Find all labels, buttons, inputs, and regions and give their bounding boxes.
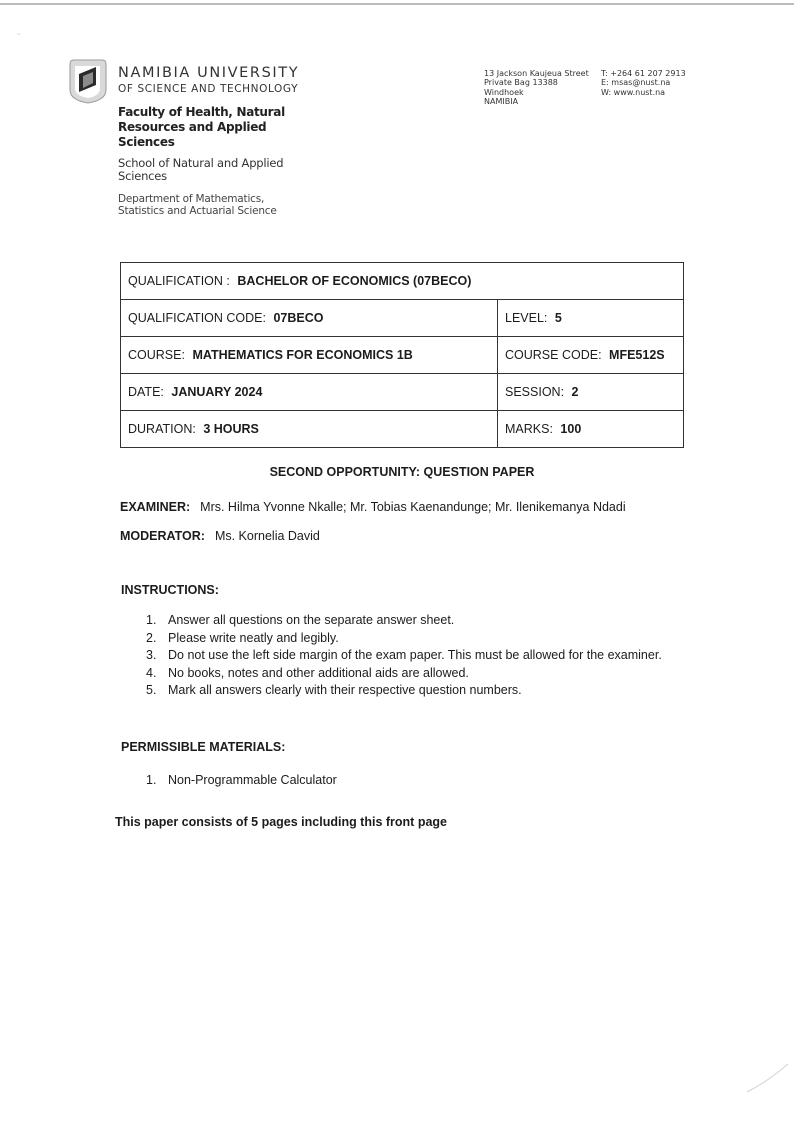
list-number: 5. — [146, 683, 157, 698]
session-value: 2 — [571, 385, 579, 399]
materials-heading: PERMISSIBLE MATERIALS: — [121, 740, 286, 754]
date-label: DATE: — [128, 385, 164, 399]
contact-phone: T: +264 61 207 2913 — [601, 69, 686, 78]
list-text: Do not use the left side margin of the exam paper. This must be allowed for the examiner. — [168, 648, 662, 663]
duration-value: 3 HOURS — [203, 422, 259, 436]
moderator-label: MODERATOR: — [120, 529, 205, 543]
qualification-code-value: 07BECO — [273, 311, 324, 325]
session-cell — [498, 374, 684, 411]
moderator-line — [120, 529, 320, 543]
materials-list — [146, 772, 546, 790]
qualification-code-cell — [121, 300, 498, 337]
paper-title: SECOND OPPORTUNITY: QUESTION PAPER — [269, 465, 535, 479]
date-cell — [121, 374, 498, 411]
department-name: Department of Mathematics, Statistics and Actuarial Science — [118, 193, 277, 217]
list-item — [146, 772, 546, 790]
table-row — [121, 374, 684, 411]
list-item — [146, 665, 666, 683]
list-number: 4. — [146, 665, 157, 680]
list-item — [146, 612, 666, 630]
session-label: SESSION: — [505, 385, 565, 399]
table-row — [121, 337, 684, 374]
list-number: 1. — [146, 613, 157, 627]
moderator-value: Ms. Kornelia David — [214, 529, 320, 543]
duration-label: DURATION: — [128, 422, 196, 436]
duration-cell — [121, 411, 498, 448]
list-text: Please write neatly and legibly. — [168, 630, 339, 645]
course-code-cell — [498, 337, 684, 374]
course-code-label: COURSE CODE: — [505, 348, 602, 362]
level-value: 5 — [554, 311, 562, 325]
address-line: 13 Jackson Kaujeua Street — [484, 69, 589, 78]
list-number: 3. — [146, 648, 157, 663]
marks-cell — [498, 411, 684, 448]
list-item — [146, 647, 666, 665]
examiner-line — [120, 500, 626, 514]
contact-website: W: www.nust.na — [601, 87, 666, 97]
date-value: JANUARY 2024 — [171, 385, 263, 399]
postal-address — [484, 69, 589, 107]
level-cell — [498, 300, 684, 337]
level-label: LEVEL: — [505, 311, 548, 325]
list-text: No books, notes and other additional aids are allowed. — [168, 665, 469, 680]
course-value: MATHEMATICS FOR ECONOMICS 1B — [192, 348, 413, 362]
table-row — [121, 411, 684, 448]
page-count-note: This paper consists of 5 pages including this front page — [115, 815, 447, 829]
pen-mark-icon — [745, 1060, 790, 1095]
list-item — [146, 682, 666, 700]
nust-logo-icon — [66, 58, 110, 104]
table-row — [121, 300, 684, 337]
scan-speck: ~ — [17, 32, 21, 38]
scan-top-rule — [0, 3, 794, 5]
course-cell — [121, 337, 498, 374]
address-line: NAMIBIA — [484, 97, 519, 107]
qualification-table — [120, 262, 684, 448]
faculty-name: Faculty of Health, Natural Resources and Applied Sciences — [118, 105, 285, 149]
list-item — [146, 630, 666, 648]
list-number: 1. — [146, 773, 157, 787]
contact-email: E: msas@nust.na — [601, 78, 671, 88]
qualification-cell — [121, 263, 684, 300]
list-text: Answer all questions on the separate answer sheet. — [168, 613, 455, 627]
address-line: Private Bag 13388 — [484, 78, 558, 88]
instructions-list — [146, 612, 666, 700]
marks-value: 100 — [560, 422, 582, 436]
examiner-label: EXAMINER: — [120, 500, 191, 514]
qualification-value: BACHELOR OF ECONOMICS (07BECO) — [237, 274, 472, 288]
list-text: Mark all answers clearly with their respective question numbers. — [168, 683, 522, 698]
instructions-heading: INSTRUCTIONS: — [121, 583, 219, 597]
list-text: Non-Programmable Calculator — [168, 773, 337, 787]
table-row — [121, 263, 684, 300]
list-number: 2. — [146, 630, 157, 645]
examiner-value: Mrs. Hilma Yvonne Nkalle; Mr. Tobias Kaenandunge; Mr. Ilenikemanya Ndadi — [200, 500, 626, 514]
course-code-value: MFE512S — [609, 348, 665, 362]
qualification-code-label: QUALIFICATION CODE: — [128, 311, 266, 325]
marks-label: MARKS: — [505, 422, 553, 436]
address-line: Windhoek — [484, 87, 524, 97]
university-subtitle: OF SCIENCE AND TECHNOLOGY — [118, 83, 299, 95]
qualification-label: QUALIFICATION : — [128, 274, 230, 288]
course-label: COURSE: — [128, 348, 185, 362]
contact-details — [601, 69, 686, 97]
university-name: NAMIBIA UNIVERSITY — [118, 65, 300, 81]
school-name: School of Natural and Applied Sciences — [118, 156, 284, 183]
